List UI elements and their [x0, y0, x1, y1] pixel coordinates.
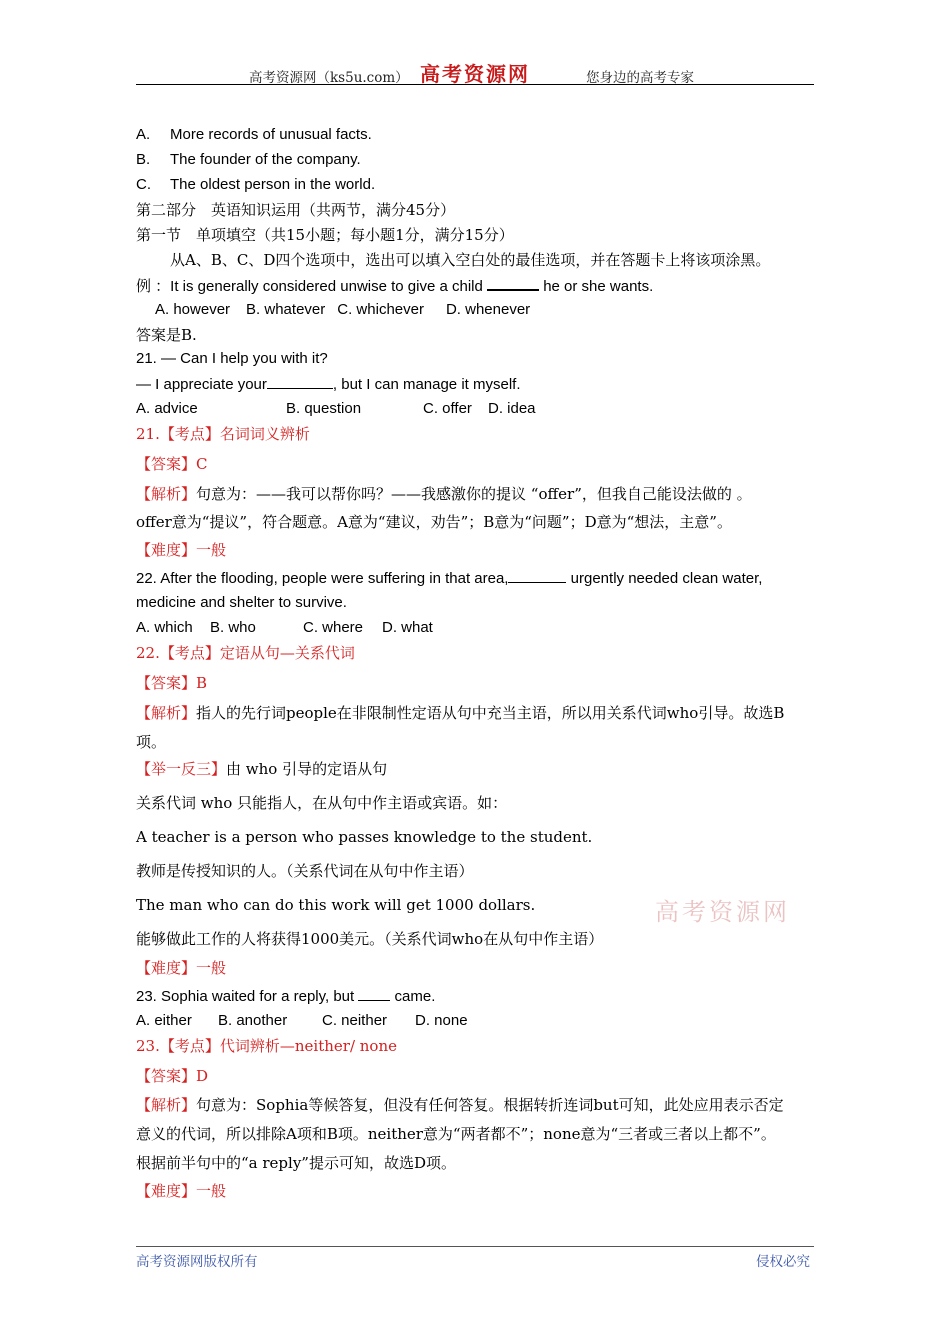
q23-point: 23.【考点】代词辨析—neither/ none: [136, 1037, 397, 1055]
prev-option-b: B. The founder of the company.: [136, 151, 361, 168]
q22-example-en-1: A teacher is a person who passes knowledge to the student.: [136, 828, 593, 846]
part-title: 第二部分 英语知识运用（共两节，满分45分）: [136, 201, 456, 219]
q21-point: 21.【考点】名词词义辨析: [136, 425, 310, 443]
footer-rights: 侵权必究: [756, 1254, 810, 1270]
q23-options: A. either B. another C. neither D. none: [136, 1012, 468, 1029]
q21-stem-2: — I appreciate your , but I can manage it myself.: [136, 376, 521, 393]
q22-extend: 【举一反三】由 who 引导的定语从句: [136, 760, 388, 778]
q23-analysis-2: 意义的代词，所以排除A项和B项。neither意为“两者都不”；none意为“三者或三者以上都不”。: [136, 1125, 776, 1143]
header-logo: 高考资源网: [420, 62, 530, 86]
q23-analysis-1: 【解析】句意为：Sophia等候答复，但没有任何答复。根据转折连词but可知，此处应用表示否定: [136, 1096, 784, 1114]
prev-option-a: A. More records of unusual facts.: [136, 126, 372, 143]
watermark: 高考资源网: [655, 898, 790, 926]
q21-analysis-2: offer意为“提议”，符合题意。A意为“建议，劝告”；B意为“问题”；D意为“想法，主意”。: [136, 513, 732, 531]
prev-option-c: C. The oldest person in the world.: [136, 176, 376, 193]
q21-difficulty: 【难度】一般: [136, 541, 227, 559]
q21-analysis-1: 【解析】句意为：——我可以帮你吗？——我感激你的提议 “offer”，但我自己能设法做的 。: [136, 485, 752, 503]
header-slogan: 您身边的高考专家: [586, 70, 694, 86]
example-options: A. however B. whatever C. whichever D. whenever: [155, 301, 531, 318]
example-answer: 答案是B.: [136, 326, 197, 344]
instruction: 从A、B、C、D四个选项中，选出可以填入空白处的最佳选项，并在答题卡上将该项涂黑。: [170, 251, 771, 269]
example-stem: 例 ：It is generally considered unwise to give a child he or she wants.: [136, 275, 653, 297]
q23-analysis-3: 根据前半句中的“a reply”提示可知，故选D项。: [136, 1154, 456, 1172]
q22-options: A. which B. who C. where D. what: [136, 619, 433, 636]
q22-difficulty: 【难度】一般: [136, 959, 227, 977]
q22-example-en-2: The man who can do this work will get 1000 dollars.: [136, 896, 536, 914]
q21-stem-1: 21. — Can I help you with it?: [136, 350, 328, 367]
header-site: 高考资源网（ks5u.com）: [249, 70, 409, 86]
q23-answer: 【答案】D: [136, 1067, 209, 1085]
page-header: [136, 58, 814, 85]
q22-analysis-1: 【解析】指人的先行词people在非限制性定语从句中充当主语，所以用关系代词who引导。故选B: [136, 704, 785, 722]
q22-stem-1: 22. After the flooding, people were suffering in that area, urgently needed clean water,: [136, 570, 763, 587]
q23-difficulty: 【难度】一般: [136, 1182, 227, 1200]
q22-stem-2: medicine and shelter to survive.: [136, 594, 347, 611]
q22-point: 22.【考点】定语从句—关系代词: [136, 644, 355, 662]
q22-example-cn-2: 能够做此工作的人将获得1000美元。（关系代词who在从句中作主语）: [136, 930, 604, 948]
q21-answer: 【答案】C: [136, 455, 208, 473]
page-footer: [136, 1246, 814, 1271]
q23-stem: 23. Sophia waited for a reply, but came.: [136, 988, 436, 1005]
q22-answer: 【答案】B: [136, 674, 208, 692]
q22-analysis-2: 项。: [136, 733, 167, 751]
q21-options: A. advice B. question C. offer D. idea: [136, 400, 536, 417]
section-title: 第一节 单项填空（共15小题；每小题1分，满分15分）: [136, 226, 514, 244]
q22-example-cn-1: 教师是传授知识的人。（关系代词在从句中作主语）: [136, 862, 474, 880]
q22-extend-1: 关系代词 who 只能指人，在从句中作主语或宾语。如：: [136, 794, 508, 812]
footer-copyright: 高考资源网版权所有: [136, 1254, 258, 1270]
